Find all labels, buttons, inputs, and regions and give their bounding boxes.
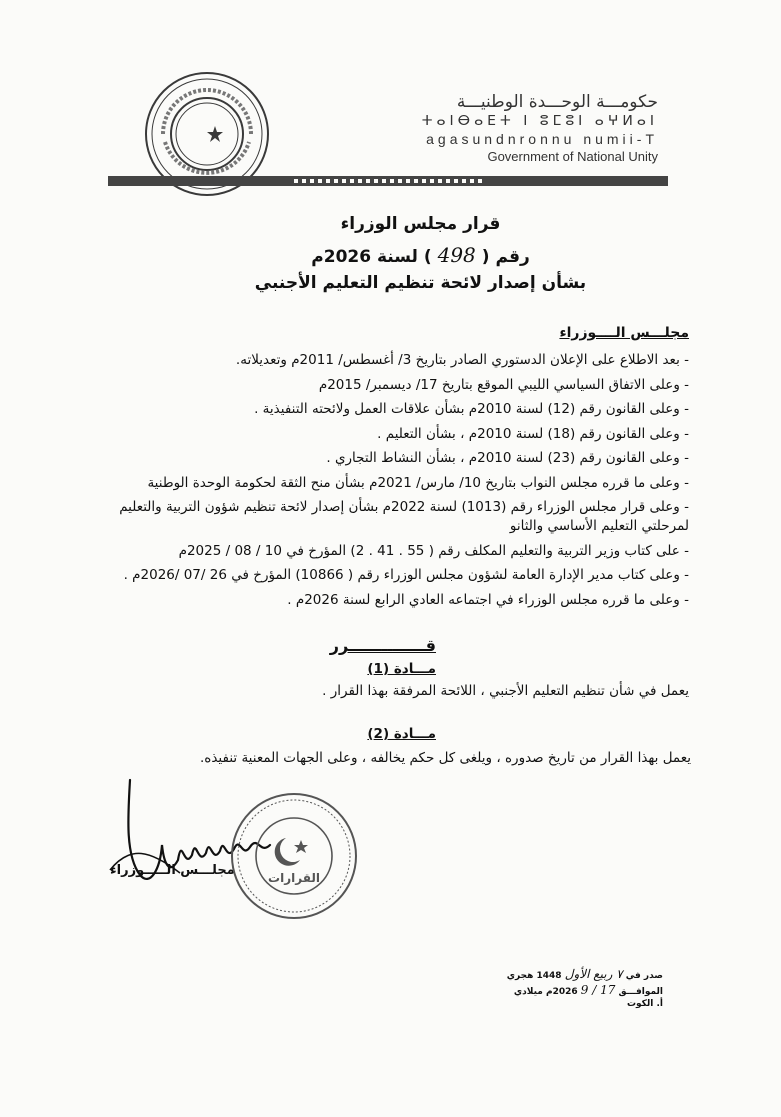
preamble-line: - وعلى ما قرره مجلس الوزراء في اجتماعه العادي الرابع لسنة 2026م . — [287, 591, 689, 608]
issue-hijri-prefix: صدر في — [625, 971, 663, 981]
preamble-line: - بعد الاطلاع على الإعلان الدستوري الصادر بتاريخ 3/ أغسطس/ 2011م وتعديلاته. — [235, 352, 689, 368]
article-1-text: يعمل في شأن تنظيم التعليم الأجنبي ، اللائحة المرفقة بهذا القرار . — [322, 683, 689, 699]
stamp-text: القرارات — [268, 871, 320, 885]
preamble-line: - وعلى القانون رقم (23) لسنة 2010م ، بشأن النشاط التجاري . — [326, 450, 689, 466]
issue-date-hijri — [507, 967, 663, 981]
decides-heading: قــــــــــــــرر — [329, 636, 436, 655]
signature-label: مجلـــس الـــــوزراء — [110, 863, 235, 878]
article-2-text: يعمل بهذا القرار من تاريخ صدوره ، ويلغى كل حكم يخالفه ، وعلى الجهات المعنية تنفيذه. — [199, 750, 691, 766]
preamble-line: - وعلى قرار مجلس الوزراء رقم (1013) لسنة 2022م بشأن إصدار لائحة تنظيم شؤون التربية والتعليم — [119, 499, 689, 515]
preamble-list — [79, 352, 689, 616]
header-decorative-rule — [108, 176, 668, 186]
official-stamp — [228, 790, 360, 922]
issue-place: أ. الكوت — [626, 999, 663, 1009]
issue-hijri-suffix: 1448 هجري — [506, 971, 562, 981]
preamble-line: - وعلى كتاب مدير الإدارة العامة لشؤون مجلس الوزراء رقم ( 10866) المؤرخ في 26 /07 /2026م . — [123, 567, 689, 583]
preamble-line: - على كتاب وزير التربية والتعليم المكلف رقم ( 55 . 41 . 2) المؤرخ في 10 / 08 / 2025م — [178, 542, 689, 559]
preamble-line: - وعلى القانون رقم (12) لسنة 2010م بشأن علاقات العمل ولائحته التنفيذية . — [254, 401, 689, 417]
government-name-tifinagh: ⵜⴰⵏⴱⴰⴹⵜ ⵏ ⵓⵎⵓⵏ ⴰⵖⵍⴰⵏ — [421, 113, 658, 129]
preamble-line: لمرحلتي التعليم الأساسي والثانو — [509, 518, 689, 534]
preamble-line: - وعلى ما قرره مجلس النواب بتاريخ 10/ مارس/ 2021م بشأن منح الثقة لحكومة الوحدة الوطنية — [147, 474, 689, 491]
article-2-title: مـــادة (2) — [367, 726, 436, 742]
decision-subject: بشأن إصدار لائحة تنظيم التعليم الأجنبي — [254, 273, 587, 293]
government-name-arabic: حكومـــة الوحـــدة الوطنيـــة — [456, 92, 658, 112]
issue-greg-prefix: الموافـــق — [618, 987, 663, 997]
issue-greg-hand: 17 / 9 — [580, 983, 616, 997]
decision-number-suffix: ) لسنة 2026م — [311, 247, 432, 267]
decision-number-value: 498 — [437, 243, 476, 267]
decision-number-prefix: رقم ( — [481, 247, 530, 267]
preamble-line: - وعلى الاتفاق السياسي الليبي الموقع بتاريخ 17/ ديسمبر/ 2015م — [318, 376, 689, 393]
article-1-title: مـــادة (1) — [367, 661, 436, 677]
council-heading: مجلـــس الــــوزراء — [559, 325, 689, 341]
decision-number — [30, 243, 781, 267]
issue-date-gregorian — [514, 983, 663, 997]
preamble-line: - وعلى القانون رقم (18) لسنة 2010م ، بشأن التعليم . — [377, 425, 689, 442]
government-name-english: Government of National Unity — [487, 149, 658, 164]
decision-heading: قرار مجلس الوزراء — [340, 214, 501, 234]
issue-hijri-hand: ٧ ربيع الأول — [564, 967, 623, 981]
issue-greg-suffix: 2026م ميلادي — [513, 987, 578, 997]
government-name-latin: agasundnronnu numii-T — [426, 131, 658, 147]
